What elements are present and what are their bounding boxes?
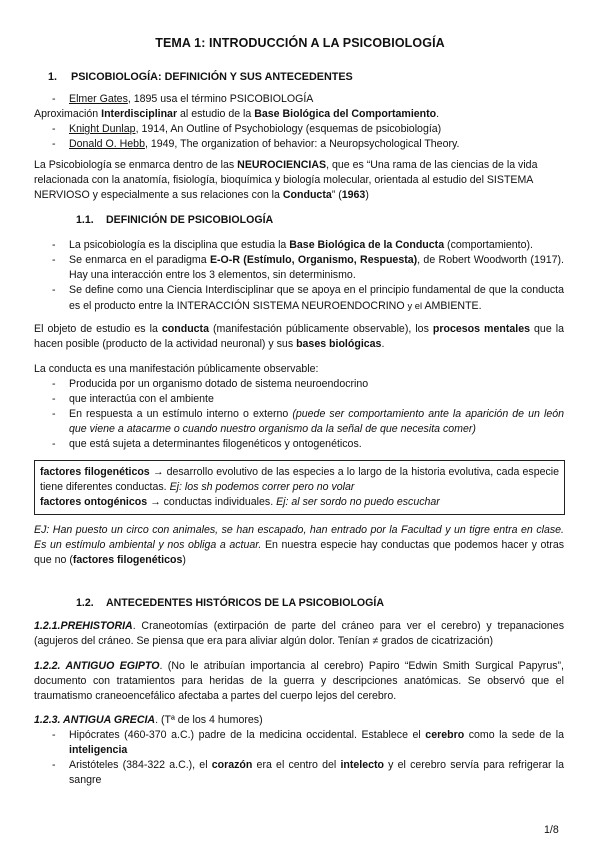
c3-italic: (puede ser comportamiento ante la aparición de un león que viene a atacarme o cuando nuestro organismo da la señal de que necesita comer) bbox=[69, 408, 565, 435]
li1-bold: Base Biológica de la Conducta bbox=[289, 239, 445, 251]
list-item-gates bbox=[34, 92, 564, 107]
list-item-interdisciplinary bbox=[34, 283, 564, 314]
obj-mid-1: (manifestación públicamente observable), los bbox=[208, 323, 433, 335]
para-bold-3: 1963 bbox=[341, 189, 366, 201]
grecia-heading: 1.2.3. ANTIGUA GRECIA bbox=[34, 714, 156, 726]
prehistoria-heading: 1.2.1.PREHISTORIA bbox=[34, 620, 133, 632]
c3-pre: En respuesta a un estímulo interno o externo bbox=[69, 408, 293, 420]
list-item-hebb bbox=[34, 137, 564, 152]
object-paragraph bbox=[34, 322, 564, 352]
egipto-heading: 1.2.2. ANTIGUO EGIPTO bbox=[34, 660, 160, 672]
li3-small: y el bbox=[407, 300, 423, 311]
para-mid-2: ” ( bbox=[331, 189, 342, 201]
approx-pre: Aproximación bbox=[34, 108, 102, 120]
onto-text: conductas individuales. bbox=[163, 496, 277, 508]
para-bold-1: NEUROCIENCIAS bbox=[237, 159, 327, 171]
section-1-1-number: 1.1. bbox=[76, 214, 94, 226]
section-1-1-heading bbox=[76, 213, 273, 228]
example-rest: En nuestra especie hay conductas que podemos hacer y otras que no ( bbox=[34, 539, 565, 566]
hebb-name: Donald O. Hebb bbox=[69, 138, 145, 150]
grecia-text: . (Tª de los 4 humores) bbox=[155, 714, 263, 726]
section-1-title: PSICOBIOLOGÍA: DEFINICIÓN Y SUS ANTECEDENTES bbox=[71, 71, 353, 83]
prehistoria-text: . Craneotomías (extirpación de parte del cráneo para ver el cerebro) y trepanaciones (agujeros del cráneo. Se piensa que era para aliviar algún dolor. Tenían ≠ grados de cicatrización) bbox=[34, 620, 564, 647]
approx-bold-2: Base Biológica del Comportamiento bbox=[254, 108, 437, 120]
ari-bold-2: intelecto bbox=[340, 759, 384, 771]
hip-pre: Hipócrates (460-370 a.C.) padre de la medicina occidental. Establece el bbox=[69, 729, 426, 741]
approx-line bbox=[34, 107, 564, 122]
list-item-c1: - Producida por un organismo dotado de sistema neuroendocrino bbox=[34, 377, 564, 392]
gates-text: , 1895 usa el término PSICOBIOLOGÍA bbox=[127, 93, 314, 105]
para-pre: La Psicobiología se enmarca dentro de las bbox=[34, 159, 238, 171]
hip-mid: como la sede de la bbox=[464, 729, 564, 741]
section-1-intro bbox=[34, 92, 564, 152]
li1-end: (comportamiento). bbox=[444, 239, 533, 251]
prehistoria-paragraph bbox=[34, 619, 564, 649]
grecia-line bbox=[34, 713, 564, 728]
section-1-2-heading bbox=[76, 596, 384, 611]
list-item-c3 bbox=[34, 407, 564, 437]
li3-pre: Se define como una Ciencia Interdisciplinar que se apoya en el principio fundamental de que la conducta es el producto entre la INTERACCIÓN SISTEMA NEUROENDOCRINO bbox=[69, 284, 564, 312]
factors-box bbox=[34, 460, 565, 515]
dunlap-text: , 1914, An Outline of Psychobiology (esquemas de psicobiología) bbox=[135, 123, 442, 135]
filo-text: desarrollo evolutivo de las especies a lo largo de la historia evolutiva, cada especie tiene diferentes conductas. bbox=[40, 466, 560, 493]
para-bold-2: Conducta bbox=[282, 189, 332, 201]
section-1-2-number: 1.2. bbox=[76, 597, 94, 609]
section-1-1-list bbox=[34, 238, 564, 314]
list-item-paradigm bbox=[34, 253, 564, 283]
neurociencias-paragraph bbox=[34, 158, 564, 203]
obj-bold-1: conducta bbox=[161, 323, 209, 335]
onto-arrow: → bbox=[147, 496, 164, 508]
filogeneticos-line bbox=[40, 465, 559, 495]
ontogenicos-line bbox=[40, 495, 559, 510]
list-item-definition bbox=[34, 238, 564, 253]
section-1-2-title: ANTECEDENTES HISTÓRICOS DE LA PSICOBIOLOGÍA bbox=[106, 597, 385, 609]
approx-bold-1: Interdisciplinar bbox=[101, 108, 178, 120]
filo-example: Ej: los sh podemos correr pero no volar bbox=[169, 481, 355, 493]
hip-bold-1: cerebro bbox=[425, 729, 465, 741]
onto-bold: factores ontogénicos bbox=[40, 496, 148, 508]
list-item-aristoteles bbox=[34, 758, 564, 788]
ari-mid: era el centro del bbox=[252, 759, 341, 771]
section-1-1-title: DEFINICIÓN DE PSICOBIOLOGÍA bbox=[106, 214, 274, 226]
para-end: ) bbox=[365, 189, 369, 201]
obj-mid-2: que la hacen posible (producto de la actividad neuronal) y sus bbox=[34, 323, 564, 350]
gates-name: Elmer Gates bbox=[69, 93, 128, 105]
page-number: 1/8 bbox=[544, 824, 559, 836]
ari-bold-1: corazón bbox=[211, 759, 253, 771]
hebb-text: , 1949, The organization of behavior: a Neuropsychological Theory. bbox=[144, 138, 460, 150]
conducta-block bbox=[34, 362, 564, 452]
list-item-c4: - que está sujeta a determinantes filogenéticos y ontogenéticos. bbox=[34, 437, 564, 452]
list-item-c2: - que interactúa con el ambiente bbox=[34, 392, 564, 407]
ari-end: y el cerebro servía para refrigerar la sangre bbox=[69, 759, 565, 786]
conducta-intro: La conducta es una manifestación públicamente observable: bbox=[34, 363, 319, 375]
document-title: TEMA 1: INTRODUCCIÓN A LA PSICOBIOLOGÍA bbox=[155, 36, 445, 50]
filo-arrow: → bbox=[149, 466, 167, 478]
onto-example: Ej: al ser sordo no puedo escuchar bbox=[276, 496, 440, 508]
approx-end: . bbox=[436, 108, 440, 120]
example-italic: EJ: Han puesto un circo con animales, se han escapado, han entrado por la Facultad y un tigre entra en clase. Es un estímulo ambiental y nos obliga a actuar. bbox=[34, 524, 564, 551]
li2-bold: E-O-R (Estímulo, Organismo, Respuesta) bbox=[209, 254, 418, 266]
li2-end: , de Robert Woodworth (1917). Hay una interacción entre los 3 elementos, sin determinismo. bbox=[69, 254, 564, 281]
egipto-paragraph bbox=[34, 659, 564, 704]
li2-pre: Se enmarca en el paradigma bbox=[69, 254, 210, 266]
obj-bold-3: bases biológicas bbox=[296, 338, 382, 350]
egipto-text: . (No le atribuían importancia al cerebro) Papiro “Edwin Smith Surgical Papyrus”, documento con tratamientos para heridas de la guerra y descripciones anatómicas. Se observó que el traumatismo craneoencefálico afectaba a partes del cuerpo lejos del cerebro. bbox=[34, 660, 564, 702]
li3-end: AMBIENTE. bbox=[422, 300, 482, 312]
list-item-dunlap bbox=[34, 122, 564, 137]
example-paragraph bbox=[34, 523, 564, 568]
dunlap-name: Knight Dunlap bbox=[69, 123, 136, 135]
obj-bold-2: procesos mentales bbox=[432, 323, 530, 335]
approx-mid: al estudio de la bbox=[177, 108, 255, 120]
section-1-heading bbox=[48, 70, 353, 85]
obj-end: . bbox=[381, 338, 385, 350]
filo-bold: factores filogenéticos bbox=[40, 466, 150, 478]
para-mid: , que es “Una rama de las ciencias de la vida relacionada con la anatomía, fisiología, bioquímica y biología molecular, orientada al estudio del SISTEMA NERVIOSO y especialmente a sus relaciones con la bbox=[34, 159, 538, 201]
example-end: ) bbox=[182, 554, 186, 566]
obj-pre: El objeto de estudio es la bbox=[34, 323, 162, 335]
section-1-number: 1. bbox=[48, 71, 58, 83]
grecia-block bbox=[34, 713, 564, 788]
hip-bold-2: inteligencia bbox=[69, 744, 128, 756]
ari-pre: Aristóteles (384-322 a.C.), el bbox=[69, 759, 212, 771]
list-item-hipocrates bbox=[34, 728, 564, 758]
li1-pre: La psicobiología es la disciplina que estudia la bbox=[69, 239, 290, 251]
example-bold: factores filogenéticos bbox=[72, 554, 183, 566]
